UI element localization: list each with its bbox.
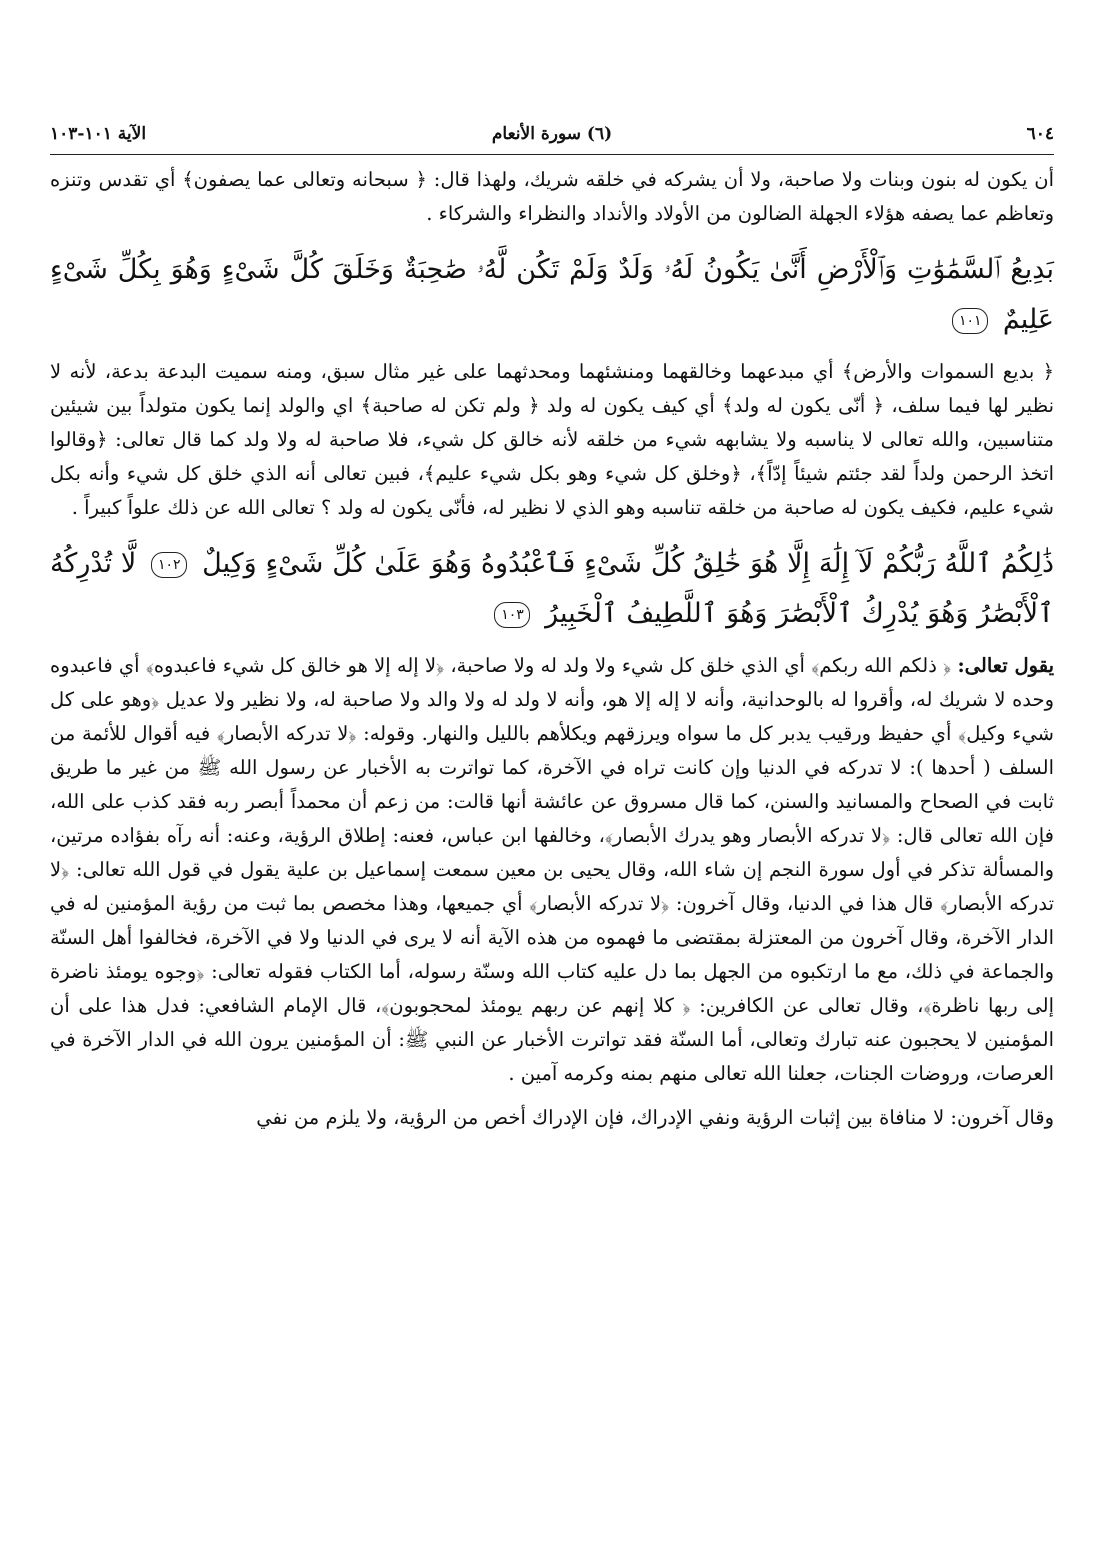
commentary-lead: يقول تعالى:	[957, 654, 1054, 677]
commentary-102-text: ﴿ ذلكم الله ربكم﴾ أي الذي خلق كل شيء ولا ولد له ولا صاحبة، ﴿لا إله إلا هو خالق كل شيء فاعبدوه﴾ أي فاعبدوه وحده لا شريك له، وأقروا له بالوحدانية، وأنه لا إله إلا هو، وأنه لا ولد له ولا والد ولا صاحبة له، ولا نظير ولا عديل ﴿وهو على كل شيء وكيل﴾ أي حفيظ ورقيب يدبر كل ما سواه ويرزقهم ويكلأهم بالليل والنهار. وقوله: ﴿لا تدركه الأبصار﴾ فيه أقوال للأئمة من السلف ( أحدها ): لا تدركه في الدنيا وإن كانت تراه في الآخرة، كما تواترت به الأخبار عن رسول الله ﷺ من غير ما طريق ثابت في الصحاح والمسانيد والسنن، كما قال مسروق عن عائشة أنها قالت: من زعم أن محمداً أبصر ربه فقد كذب على الله، فإن الله تعالى قال: ﴿لا تدركه الأبصار وهو يدرك الأبصار﴾، وخالفها ابن عباس، فعنه: إطلاق الرؤية، وعنه: أنه رآه بفؤاده مرتين، والمسألة تذكر في أول سورة النجم إن شاء الله، وقال يحيى بن معين سمعت إسماعيل بن علية يقول في قول الله تعالى: ﴿لا تدركه الأبصار﴾ قال هذا في الدنيا، وقال آخرون: ﴿لا تدركه الأبصار﴾ أي جميعها، وهذا مخصص بما ثبت من رؤية المؤمنين له في الدار الآخرة، وقال آخرون من المعتزلة بمقتضى ما فهموه من هذه الآية أنه لا يرى في الدنيا ولا في الآخرة، فخالفوا أهل السنّة والجماعة في ذلك، مع ما ارتكبوه من الجهل بما دل عليه كتاب الله وسنّة رسوله، أما الكتاب فقوله تعالى: ﴿وجوه يومئذ ناضرة إلى ربها ناظرة﴾، وقال تعالى عن الكافرين: ﴿ كلا إنهم عن ربهم يومئذ لمحجوبون﴾، قال الإمام الشافعي: فدل هذا على أن المؤمنين لا يحجبون عنه تبارك وتعالى، أما السنّة فقد تواترت الأخبار عن النبي ﷺ: أن المؤمنين يرون الله في الدار الآخرة في العرصات، وروضات الجنات، جعلنا الله تعالى منهم بمنه وكرمه آمين .	[50, 654, 1054, 1085]
intro-paragraph: أن يكون له بنون وبنات ولا صاحبة، ولا أن يشركه في خلقه شريك، ولهذا قال: ﴿ سبحانه وتعالى عما يصفون﴾ أي تقدس وتنزه وتعاظم عما يصفه هؤلاء الجهلة الضالون من الأولاد والأنداد والنظراء والشركاء .	[50, 168, 1054, 225]
commentary-102-block	[50, 649, 1054, 1091]
final-paragraph: وقال آخرون: لا منافاة بين إثبات الرؤية ونفي الإدراك، فإن الإدراك أخص من الرؤية، ولا يلزم من نفي	[256, 1106, 1054, 1129]
verses-102-103	[50, 539, 1054, 639]
header-rule	[50, 154, 1054, 155]
ayah-number-marker-102: ١٠٢	[151, 552, 187, 578]
commentary-101-block	[50, 355, 1054, 525]
verse-103-text: لَّا تُدْرِكُهُ ٱلْأَبْصَٰرُ وَهُوَ يُدْرِكُ ٱلْأَبْصَٰرَ وَهُوَ ٱللَّطِيفُ ٱلْخَبِيرُ	[50, 548, 1054, 629]
verse-101-text: بَدِيعُ ٱلسَّمَٰوَٰتِ وَٱلْأَرْضِ أَنَّىٰ يَكُونُ لَهُۥ وَلَدٌ وَلَمْ تَكُن لَّهُۥ صَٰحِبَةٌ وَخَلَقَ كُلَّ شَىْءٍ وَهُوَ بِكُلِّ شَىْءٍ عَلِيمٌ	[50, 254, 1054, 335]
ayah-number-marker-103: ١٠٣	[494, 602, 530, 628]
verse-101	[50, 245, 1054, 345]
commentary-102-paragraph	[50, 649, 1054, 1091]
document-page	[50, 120, 1054, 1145]
intro-block	[50, 163, 1054, 231]
surah-title: (٦) سورة الأنعام	[491, 124, 613, 144]
ayah-number-marker-101: ١٠١	[952, 308, 988, 334]
page-number: ٦٠٤	[1026, 124, 1054, 144]
commentary-101-paragraph: ﴿ بديع السموات والأرض﴾ أي مبدعهما وخالقهما ومنشئهما ومحدثهما على غير مثال سبق، ومنه سميت البدعة بدعة، لأنه لا نظير لها فيما سلف، ﴿ أنّى يكون له ولد﴾ أي كيف يكون له ولد ﴿ ولم تكن له صاحبة﴾ اي والولد إنما يكون متولداً بين شيئين متناسبين، والله تعالى لا يناسبه ولا يشابهه شيء من خلقه لأنه خالق كل شيء، فلا صاحبة له ولا ولد كما قال تعالى: ﴿وقالوا اتخذ الرحمن ولداً لقد جئتم شيئاً إدّاً﴾، ﴿وخلق كل شيء وهو بكل شيء عليم﴾، فبين تعالى أنه الذي خلق كل شيء وأنه بكل شيء عليم، فكيف يكون له صاحبة من خلقه تناسبه وهو الذي لا نظير له، فأنّى يكون له ولد ؟ تعالى الله عن ذلك علواً كبيراً .	[50, 360, 1054, 519]
page-header	[50, 120, 1054, 150]
verse-102-text: ذَٰلِكُمُ ٱللَّهُ رَبُّكُمْ لَآ إِلَٰهَ إِلَّا هُوَ خَٰلِقُ كُلِّ شَىْءٍ فَٱعْبُدُوهُ وَهُوَ عَلَىٰ كُلِّ شَىْءٍ وَكِيلٌ	[202, 548, 1054, 579]
final-block	[50, 1101, 1054, 1135]
ayah-range: الآية ١٠١-١٠٣	[50, 124, 147, 144]
